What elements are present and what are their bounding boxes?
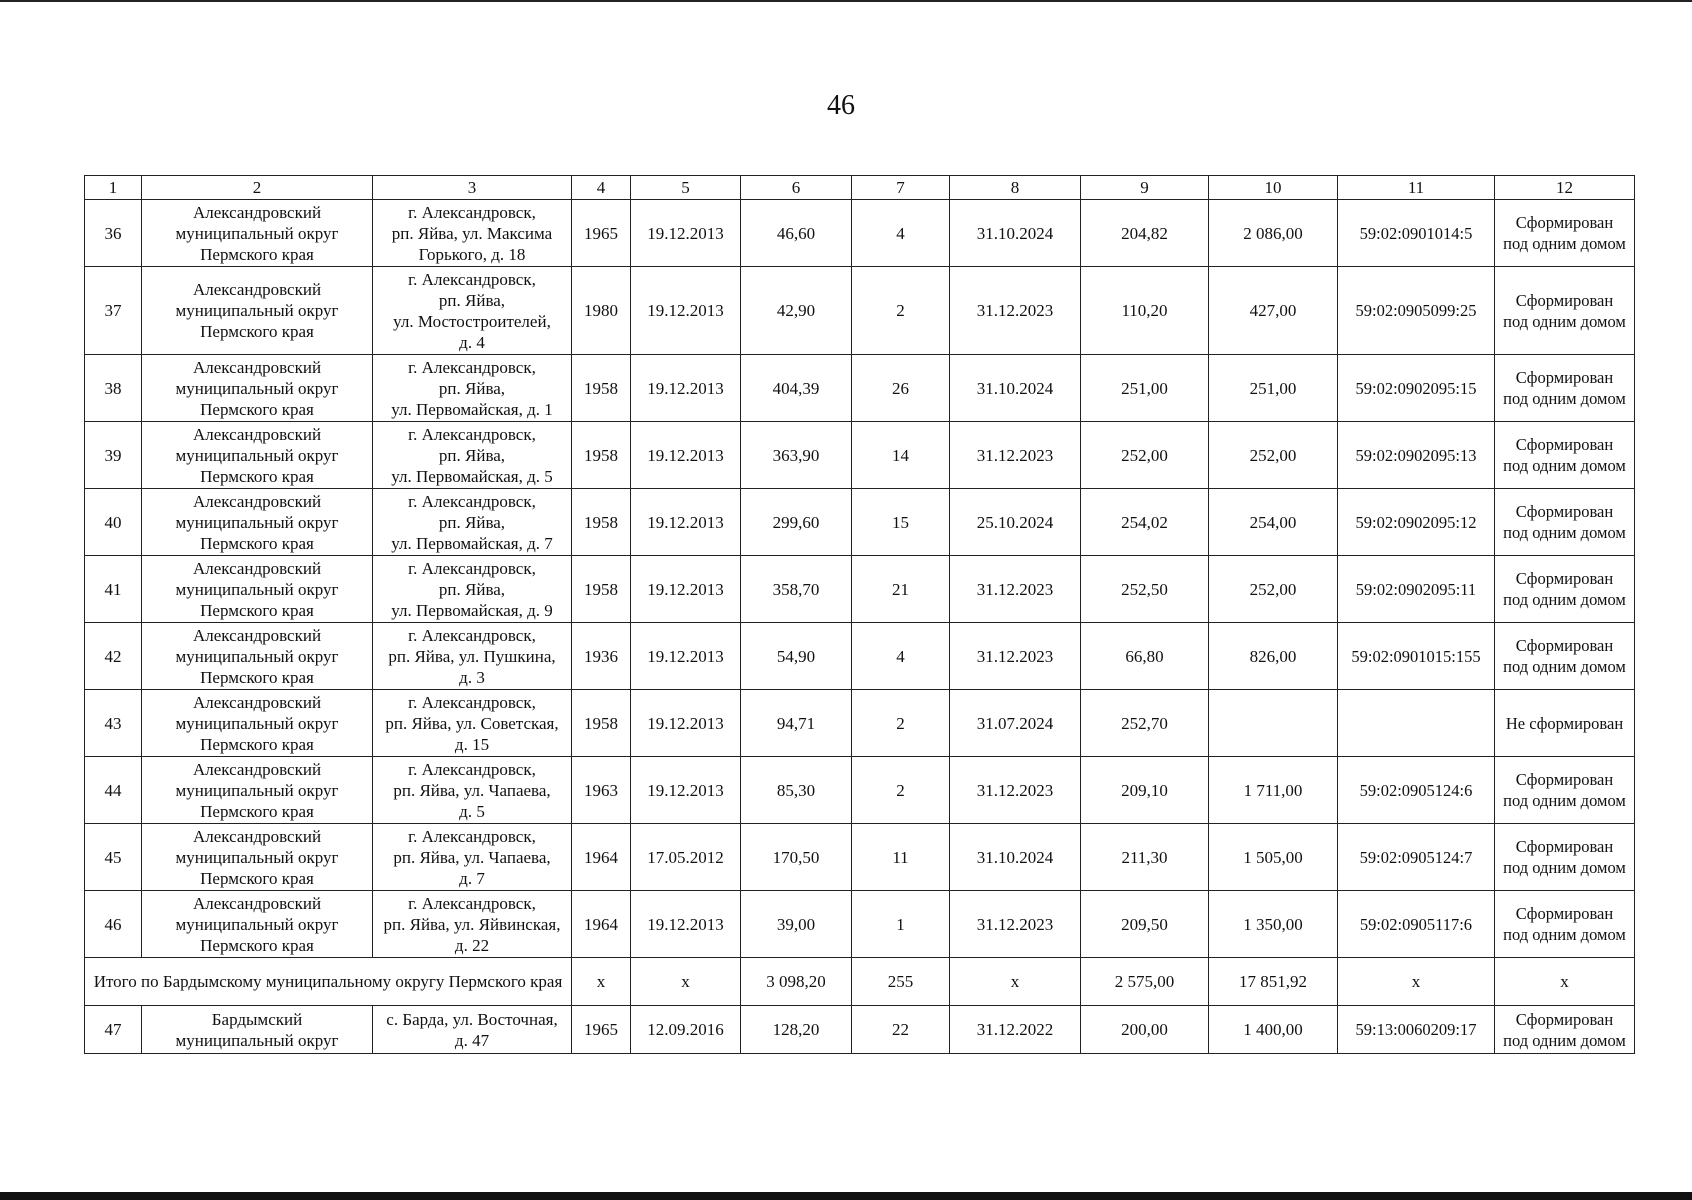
top-border-rule: [0, 0, 1692, 2]
address-cell: с. Барда, ул. Восточная, д. 47: [373, 1006, 572, 1054]
table-row: [85, 267, 1635, 355]
year-cell: 1965: [572, 1006, 631, 1054]
status-cell: Сформирован под одним домом: [1495, 267, 1635, 355]
municipality-cell: Александровский муниципальный округ Пермского края: [142, 690, 373, 757]
date-cell: 19.12.2013: [631, 355, 741, 422]
date-cell: 19.12.2013: [631, 422, 741, 489]
date-cell: 19.12.2013: [631, 489, 741, 556]
value-cell-10: 1 350,00: [1209, 891, 1338, 958]
column-header: 10: [1209, 176, 1338, 200]
deadline-cell: 31.10.2024: [950, 824, 1081, 891]
date-cell: 19.12.2013: [631, 267, 741, 355]
status-cell: Сформирован под одним домом: [1495, 891, 1635, 958]
cadastral-number-cell: 59:02:0901015:155: [1338, 623, 1495, 690]
total-label: Итого по Бардымскому муниципальному округу Пермского края: [85, 958, 572, 1006]
area-cell: 94,71: [741, 690, 852, 757]
column-header: 1: [85, 176, 142, 200]
value-cell-9: 209,50: [1081, 891, 1209, 958]
area-cell: 85,30: [741, 757, 852, 824]
row-number: 43: [85, 690, 142, 757]
area-cell: 46,60: [741, 200, 852, 267]
count-cell: 15: [852, 489, 950, 556]
date-cell: 19.12.2013: [631, 556, 741, 623]
count-cell: 22: [852, 1006, 950, 1054]
row-number: 37: [85, 267, 142, 355]
area-cell: 358,70: [741, 556, 852, 623]
row-number: 42: [85, 623, 142, 690]
address-cell: г. Александровск, рп. Яйва, ул. Пушкина, д. 3: [373, 623, 572, 690]
cadastral-number-cell: 59:02:0902095:15: [1338, 355, 1495, 422]
area-cell: 42,90: [741, 267, 852, 355]
year-cell: 1964: [572, 824, 631, 891]
row-number: 39: [85, 422, 142, 489]
municipality-cell: Александровский муниципальный округ Пермского края: [142, 267, 373, 355]
address-cell: г. Александровск, рп. Яйва, ул. Мостостроителей, д. 4: [373, 267, 572, 355]
status-cell: Не сформирован: [1495, 690, 1635, 757]
municipality-cell: Александровский муниципальный округ Пермского края: [142, 422, 373, 489]
address-cell: г. Александровск, рп. Яйва, ул. Первомайская, д. 5: [373, 422, 572, 489]
column-header: 4: [572, 176, 631, 200]
row-number: 45: [85, 824, 142, 891]
total-count-cell: 255: [852, 958, 950, 1006]
count-cell: 11: [852, 824, 950, 891]
date-cell: 17.05.2012: [631, 824, 741, 891]
area-cell: 404,39: [741, 355, 852, 422]
total-value-cell-9: 2 575,00: [1081, 958, 1209, 1006]
count-cell: 2: [852, 690, 950, 757]
date-cell: 19.12.2013: [631, 623, 741, 690]
value-cell-10: 252,00: [1209, 556, 1338, 623]
municipality-cell: Александровский муниципальный округ Пермского края: [142, 891, 373, 958]
area-cell: 39,00: [741, 891, 852, 958]
value-cell-9: 254,02: [1081, 489, 1209, 556]
column-header: 2: [142, 176, 373, 200]
value-cell-9: 204,82: [1081, 200, 1209, 267]
value-cell-10: 1 711,00: [1209, 757, 1338, 824]
status-cell: Сформирован под одним домом: [1495, 757, 1635, 824]
value-cell-9: 252,50: [1081, 556, 1209, 623]
deadline-cell: 31.12.2023: [950, 757, 1081, 824]
status-cell: Сформирован под одним домом: [1495, 1006, 1635, 1054]
row-number: 47: [85, 1006, 142, 1054]
table-row: [85, 556, 1635, 623]
value-cell-10: 254,00: [1209, 489, 1338, 556]
area-cell: 54,90: [741, 623, 852, 690]
municipality-cell: Александровский муниципальный округ Пермского края: [142, 824, 373, 891]
column-number-row: [85, 176, 1635, 200]
column-header: 7: [852, 176, 950, 200]
table-row: [85, 1006, 1635, 1054]
municipality-cell: Александровский муниципальный округ Пермского края: [142, 355, 373, 422]
status-cell: Сформирован под одним домом: [1495, 556, 1635, 623]
total-row: [85, 958, 1635, 1006]
count-cell: 1: [852, 891, 950, 958]
value-cell-9: 252,70: [1081, 690, 1209, 757]
address-cell: г. Александровск, рп. Яйва, ул. Первомайская, д. 1: [373, 355, 572, 422]
value-cell-9: 200,00: [1081, 1006, 1209, 1054]
address-cell: г. Александровск, рп. Яйва, ул. Советская, д. 15: [373, 690, 572, 757]
table-row: [85, 355, 1635, 422]
deadline-cell: х: [950, 958, 1081, 1006]
deadline-cell: 31.12.2023: [950, 623, 1081, 690]
column-header: 11: [1338, 176, 1495, 200]
count-cell: 2: [852, 757, 950, 824]
column-header: 3: [373, 176, 572, 200]
municipality-cell: Александровский муниципальный округ Пермского края: [142, 200, 373, 267]
table-row: [85, 623, 1635, 690]
column-header: 12: [1495, 176, 1635, 200]
row-number: 41: [85, 556, 142, 623]
table-row: [85, 200, 1635, 267]
area-cell: 170,50: [741, 824, 852, 891]
cadastral-number-cell: 59:02:0905117:6: [1338, 891, 1495, 958]
count-cell: 2: [852, 267, 950, 355]
deadline-cell: 31.12.2022: [950, 1006, 1081, 1054]
deadline-cell: 31.10.2024: [950, 200, 1081, 267]
area-cell: 363,90: [741, 422, 852, 489]
year-cell: 1958: [572, 489, 631, 556]
municipality-cell: Александровский муниципальный округ Пермского края: [142, 489, 373, 556]
year-cell: 1958: [572, 422, 631, 489]
count-cell: 21: [852, 556, 950, 623]
table-row: [85, 891, 1635, 958]
table-row: [85, 489, 1635, 556]
total-area-cell: 3 098,20: [741, 958, 852, 1006]
value-cell-10: 251,00: [1209, 355, 1338, 422]
date-cell: 19.12.2013: [631, 690, 741, 757]
status-cell: Сформирован под одним домом: [1495, 422, 1635, 489]
year-cell: 1958: [572, 690, 631, 757]
count-cell: 26: [852, 355, 950, 422]
deadline-cell: 31.07.2024: [950, 690, 1081, 757]
row-number: 40: [85, 489, 142, 556]
area-cell: 128,20: [741, 1006, 852, 1054]
year-cell: 1964: [572, 891, 631, 958]
value-cell-10: 1 400,00: [1209, 1006, 1338, 1054]
value-cell-9: 251,00: [1081, 355, 1209, 422]
value-cell-10: 1 505,00: [1209, 824, 1338, 891]
municipality-cell: Александровский муниципальный округ Пермского края: [142, 757, 373, 824]
count-cell: 4: [852, 200, 950, 267]
year-cell: 1980: [572, 267, 631, 355]
date-cell: 19.12.2013: [631, 200, 741, 267]
row-number: 38: [85, 355, 142, 422]
value-cell-9: 252,00: [1081, 422, 1209, 489]
bottom-border-rule: [0, 1192, 1692, 1200]
column-header: 5: [631, 176, 741, 200]
deadline-cell: 31.12.2023: [950, 556, 1081, 623]
status-cell: Сформирован под одним домом: [1495, 824, 1635, 891]
year-cell: 1958: [572, 556, 631, 623]
value-cell-9: 211,30: [1081, 824, 1209, 891]
value-cell-10: 826,00: [1209, 623, 1338, 690]
cadastral-number-cell: 59:02:0902095:13: [1338, 422, 1495, 489]
page-number: 46: [827, 90, 855, 121]
year-cell: 1965: [572, 200, 631, 267]
cadastral-number-cell: [1338, 690, 1495, 757]
status-cell: Сформирован под одним домом: [1495, 489, 1635, 556]
table-row: [85, 690, 1635, 757]
cadastral-number-cell: 59:13:0060209:17: [1338, 1006, 1495, 1054]
deadline-cell: 31.12.2023: [950, 422, 1081, 489]
area-cell: 299,60: [741, 489, 852, 556]
municipality-cell: Александровский муниципальный округ Пермского края: [142, 556, 373, 623]
address-cell: г. Александровск, рп. Яйва, ул. Первомайская, д. 7: [373, 489, 572, 556]
table-row: [85, 757, 1635, 824]
value-cell-9: 110,20: [1081, 267, 1209, 355]
date-cell: 19.12.2013: [631, 757, 741, 824]
deadline-cell: 25.10.2024: [950, 489, 1081, 556]
row-number: 44: [85, 757, 142, 824]
status-cell: Сформирован под одним домом: [1495, 355, 1635, 422]
value-cell-10: [1209, 690, 1338, 757]
count-cell: 14: [852, 422, 950, 489]
status-cell: х: [1495, 958, 1635, 1006]
status-cell: Сформирован под одним домом: [1495, 623, 1635, 690]
year-cell: х: [572, 958, 631, 1006]
cadastral-number-cell: 59:02:0901014:5: [1338, 200, 1495, 267]
status-cell: Сформирован под одним домом: [1495, 200, 1635, 267]
cadastral-number-cell: х: [1338, 958, 1495, 1006]
deadline-cell: 31.12.2023: [950, 891, 1081, 958]
cadastral-number-cell: 59:02:0905099:25: [1338, 267, 1495, 355]
count-cell: 4: [852, 623, 950, 690]
value-cell-9: 66,80: [1081, 623, 1209, 690]
row-number: 36: [85, 200, 142, 267]
table-row: [85, 422, 1635, 489]
address-cell: г. Александровск, рп. Яйва, ул. Чапаева, д. 7: [373, 824, 572, 891]
year-cell: 1936: [572, 623, 631, 690]
date-cell: 19.12.2013: [631, 891, 741, 958]
date-cell: 12.09.2016: [631, 1006, 741, 1054]
cadastral-number-cell: 59:02:0905124:7: [1338, 824, 1495, 891]
total-value-cell-10: 17 851,92: [1209, 958, 1338, 1006]
municipality-cell: Александровский муниципальный округ Пермского края: [142, 623, 373, 690]
cadastral-number-cell: 59:02:0902095:12: [1338, 489, 1495, 556]
cadastral-number-cell: 59:02:0905124:6: [1338, 757, 1495, 824]
column-header: 8: [950, 176, 1081, 200]
year-cell: 1958: [572, 355, 631, 422]
row-number: 46: [85, 891, 142, 958]
value-cell-10: 427,00: [1209, 267, 1338, 355]
address-cell: г. Александровск, рп. Яйва, ул. Максима Горького, д. 18: [373, 200, 572, 267]
date-cell: х: [631, 958, 741, 1006]
cadastral-number-cell: 59:02:0902095:11: [1338, 556, 1495, 623]
value-cell-9: 209,10: [1081, 757, 1209, 824]
column-header: 6: [741, 176, 852, 200]
value-cell-10: 2 086,00: [1209, 200, 1338, 267]
address-cell: г. Александровск, рп. Яйва, ул. Чапаева, д. 5: [373, 757, 572, 824]
year-cell: 1963: [572, 757, 631, 824]
table-row: [85, 824, 1635, 891]
value-cell-10: 252,00: [1209, 422, 1338, 489]
housing-registry-table: [84, 175, 1635, 1054]
address-cell: г. Александровск, рп. Яйва, ул. Первомайская, д. 9: [373, 556, 572, 623]
deadline-cell: 31.10.2024: [950, 355, 1081, 422]
address-cell: г. Александровск, рп. Яйва, ул. Яйвинская, д. 22: [373, 891, 572, 958]
column-header: 9: [1081, 176, 1209, 200]
deadline-cell: 31.12.2023: [950, 267, 1081, 355]
municipality-cell: Бардымский муниципальный округ: [142, 1006, 373, 1054]
